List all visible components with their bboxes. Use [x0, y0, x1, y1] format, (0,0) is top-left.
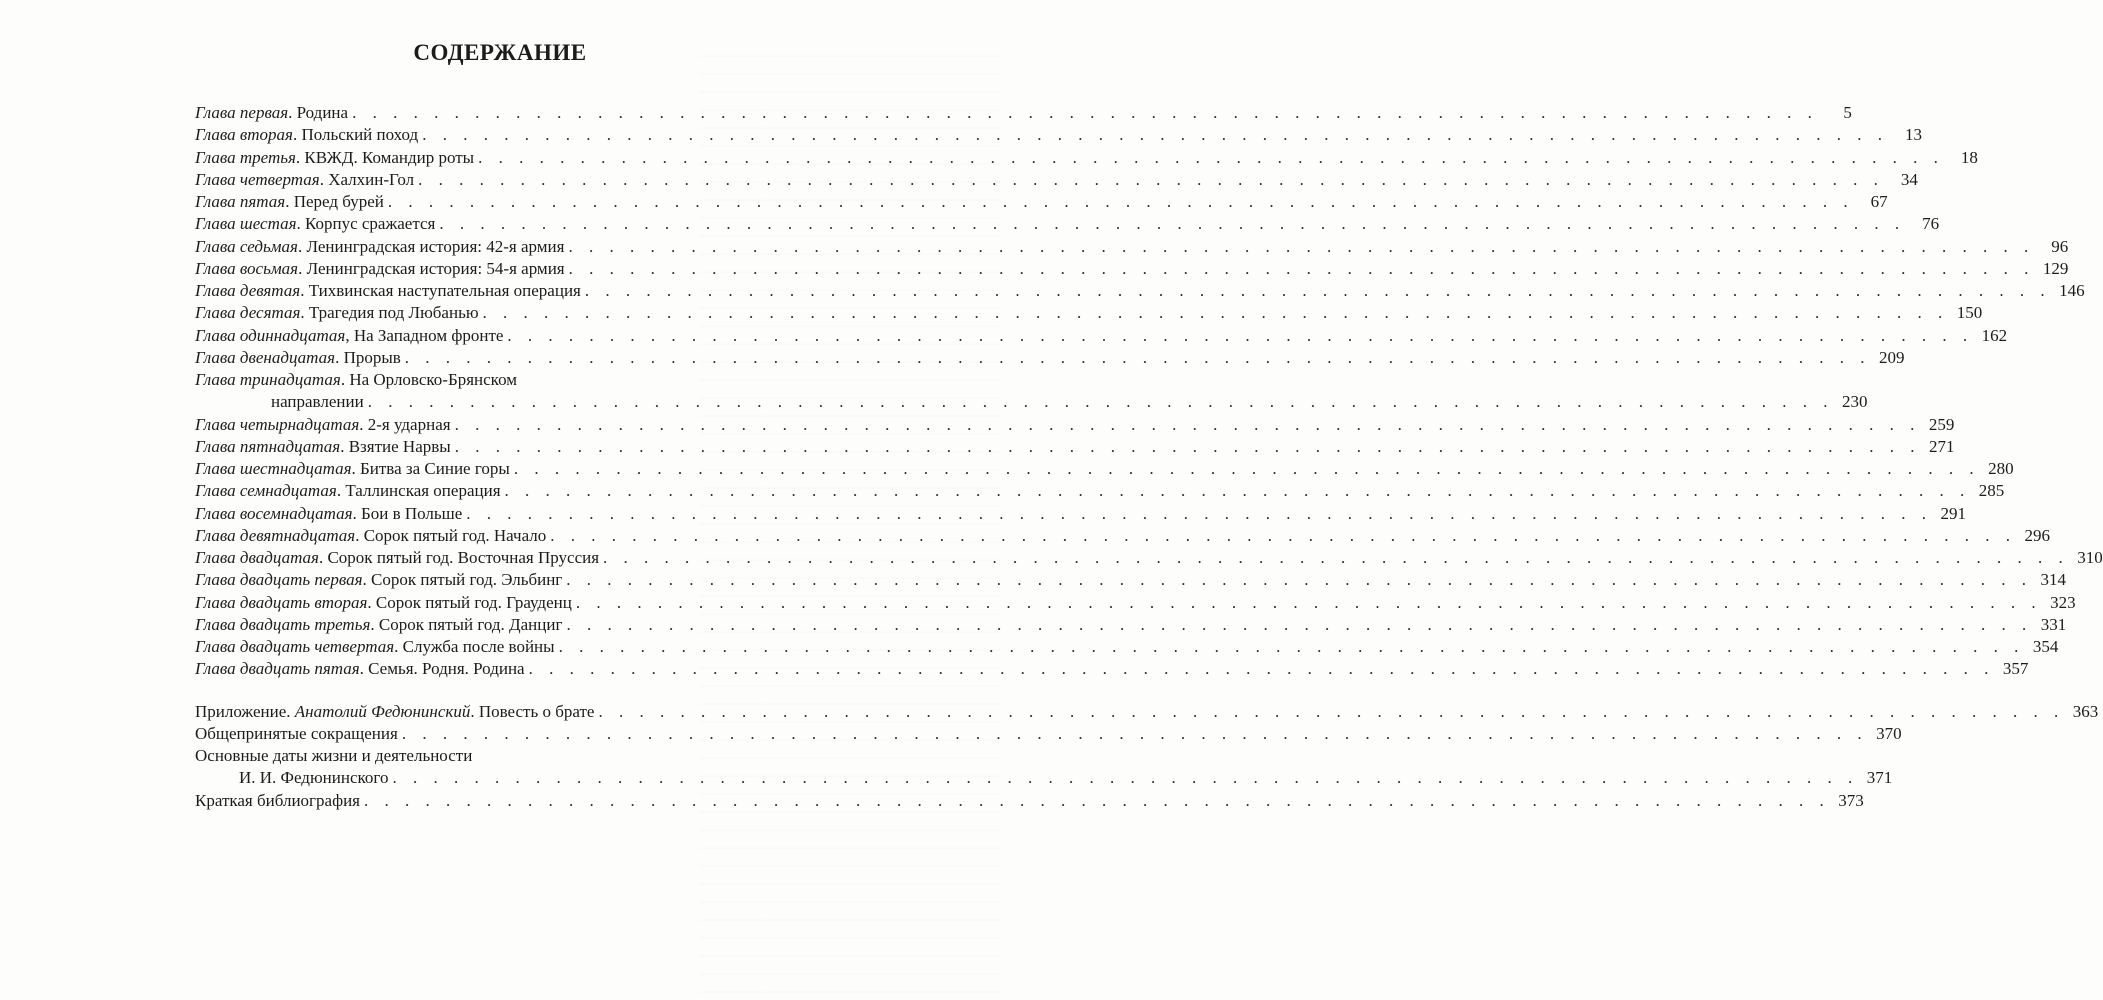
page-number: 209: [1879, 347, 1905, 367]
chapter-label: Глава тринадцатая: [195, 370, 341, 389]
leader-dots: [392, 767, 1858, 789]
leader-dots: [352, 102, 1818, 124]
leader-dots: [559, 636, 2025, 658]
page-number: 96: [2051, 236, 2069, 256]
toc-entry-chapter-16[interactable]: Глава шестнадцатая. Битва за Синие горы . . . 280: [195, 458, 777, 480]
leader-dots: [576, 592, 2042, 614]
chapter-label: Глава восьмая: [195, 258, 299, 278]
chapter-title: Бои в Польше: [360, 503, 463, 523]
chapter-label: Глава двадцать первая: [195, 570, 363, 590]
toc-entry-chapter-12[interactable]: Глава двенадцатая. Прорыв . . . 209: [195, 347, 777, 369]
chapter-title: Сорок пятый год. Грауденц: [375, 592, 572, 612]
page-number: 76: [1922, 214, 1940, 234]
chapter-label: Глава пятнадцатая: [195, 436, 341, 456]
chapter-title: Таллинская операция: [345, 481, 501, 501]
chapter-title: Родина: [296, 103, 349, 122]
page-number: 13: [1904, 125, 1922, 145]
page-number: 370: [1876, 723, 1902, 743]
chapter-label: Глава восемнадцатая: [195, 503, 353, 523]
leader-dots: [364, 790, 1830, 812]
leader-dots: [603, 547, 2069, 569]
toc-entry-chapter-10[interactable]: Глава десятая. Трагедия под Любанью . . . 150: [195, 302, 777, 324]
toc-entry-chapter-8[interactable]: Глава восьмая. Ленинградская история: 54-я армия . . . 129: [195, 258, 777, 280]
chapter-title: Польский поход: [301, 125, 419, 145]
leader-dots: [514, 458, 1980, 480]
abbreviations-title: Общепринятые сокращения: [195, 723, 398, 743]
toc-entry-chapter-9[interactable]: Глава девятая. Тихвинская наступательная операция . . . 146: [195, 280, 777, 302]
toc-entry-chapter-13[interactable]: Глава тринадцатая. На Орловско-Брянском направлении . . . 230: [195, 369, 777, 414]
toc-entry-chapter-23[interactable]: Глава двадцать третья. Сорок пятый год. Данциг . . . 331: [195, 614, 777, 636]
page-number: 162: [1981, 325, 2008, 345]
page-number: 354: [2032, 637, 2059, 656]
leader-dots: [402, 723, 1868, 745]
chapter-title-continuation: направлении: [271, 392, 364, 412]
appendix-title: Повесть о брате: [478, 701, 595, 721]
leader-dots: [455, 414, 1921, 436]
toc-entry-dates[interactable]: [195, 745, 1893, 790]
chapter-label: Глава одиннадцатая: [195, 325, 346, 345]
dates-title-continuation: И. И. Федюнинского: [239, 768, 389, 788]
chapter-title: Сорок пятый год. Восточная Пруссия: [327, 548, 600, 567]
leader-dots: [439, 213, 1905, 235]
chapter-label: Глава пятая: [195, 192, 286, 211]
chapter-label: Глава седьмая: [195, 236, 298, 256]
chapter-label: Глава двадцатая: [195, 548, 319, 567]
leader-dots: [505, 480, 1971, 502]
chapter-label: Глава первая: [195, 103, 289, 122]
page-number: 323: [2050, 592, 2076, 612]
chapter-title: Ленинградская история: 54-я армия: [306, 258, 565, 278]
toc-entry-chapter-11[interactable]: Глава одиннадцатая, На Западном фронте . . . 162: [195, 325, 777, 347]
toc-entry-abbreviations[interactable]: [195, 723, 1902, 745]
page-number: 271: [1928, 436, 1955, 456]
chapter-title: Корпус сражается: [305, 214, 436, 234]
toc-entry-chapter-24[interactable]: Глава двадцать четвертая. Служба после войны . . . 354: [195, 636, 777, 658]
leader-dots: [569, 258, 2035, 280]
chapter-title: Халхин-Гол: [328, 169, 415, 189]
chapter-title: КВЖД. Командир роты: [304, 147, 475, 167]
toc-entry-chapter-22[interactable]: Глава двадцать вторая. Сорок пятый год. Грауденц . . . 323: [195, 592, 777, 614]
toc-entry-chapter-14[interactable]: Глава четырнадцатая. 2-я ударная . . . 259: [195, 414, 777, 436]
toc-entry-chapter-4[interactable]: Глава четвертая. Халхин-Гол . . . 34: [195, 169, 777, 191]
page-number: 363: [2072, 701, 2099, 721]
chapter-label: Глава девятая: [195, 281, 301, 300]
page-number: 34: [1900, 169, 1918, 189]
chapter-label: Глава двенадцатая: [195, 347, 336, 367]
toc-entry-chapter-19[interactable]: Глава девятнадцатая. Сорок пятый год. Начало . . . 296: [195, 525, 777, 547]
bibliography-title: Краткая библиография: [195, 790, 360, 810]
chapter-title: Взятие Нарвы: [348, 436, 451, 456]
chapter-title: На Орловско-Брянском: [349, 370, 518, 389]
leader-dots: [422, 124, 1888, 146]
toc-entry-bibliography[interactable]: [195, 790, 1864, 812]
leader-dots: [483, 302, 1949, 324]
page-number: 331: [2040, 614, 2067, 634]
chapter-label: Глава семнадцатая: [195, 481, 337, 501]
toc-entry-chapter-17[interactable]: Глава семнадцатая. Таллинская операция . . . 285: [195, 480, 777, 502]
page-number: 280: [1988, 459, 2014, 478]
toc-entry-chapter-18[interactable]: Глава восемнадцатая. Бои в Польше . . . 291: [195, 503, 777, 525]
page-number: 67: [1870, 192, 1888, 211]
chapter-title: Перед бурей: [293, 192, 384, 211]
page-number: 5: [1843, 103, 1852, 122]
chapter-label: Глава третья: [195, 147, 296, 167]
chapter-label: Глава девятнадцатая: [195, 525, 356, 545]
chapter-title: Служба после войны: [402, 637, 555, 656]
toc-entry-chapter-15[interactable]: Глава пятнадцатая. Взятие Нарвы . . . 271: [195, 436, 777, 458]
page-number: 18: [1960, 147, 1978, 167]
page-number: 146: [2059, 281, 2085, 300]
page-number: 150: [1956, 303, 1983, 323]
chapter-title: 2-я ударная: [367, 414, 451, 434]
chapter-title: Сорок пятый год. Данциг: [378, 614, 563, 634]
leader-dots: [568, 236, 2034, 258]
leader-dots: [466, 503, 1932, 525]
toc-entry-chapter-2[interactable]: Глава вторая. Польский поход . . . 13: [195, 124, 777, 146]
leader-dots: [405, 347, 1871, 369]
chapter-title: Семья. Родня. Родина: [368, 659, 525, 679]
chapter-label: Глава двадцать пятая: [195, 659, 360, 679]
chapter-title: Ленинградская история: 42-я армия: [306, 236, 565, 256]
chapter-title: Битва за Синие горы: [360, 459, 510, 478]
page-number: 314: [2040, 570, 2067, 590]
chapter-label: Глава четвертая: [195, 169, 320, 189]
toc-entry-chapter-25[interactable]: Глава двадцать пятая. Семья. Родня. Родина . . . 357: [195, 658, 777, 680]
chapter-label: Глава шестая: [195, 214, 297, 234]
chapter-label: Глава десятая: [195, 303, 301, 323]
chapter-label: Глава четырнадцатая: [195, 414, 360, 434]
page-number: 285: [1978, 481, 2005, 501]
toc-entry-chapter-21[interactable]: Глава двадцать первая. Сорок пятый год. Эльбинг . . . 314: [195, 569, 777, 591]
table-of-contents: [195, 102, 2103, 812]
page-number: 259: [1928, 414, 1955, 434]
toc-entry-chapter-5[interactable]: Глава пятая. Перед бурей . . . 67: [195, 191, 777, 213]
leader-dots: [550, 525, 2016, 547]
toc-entry-chapter-6[interactable]: Глава шестая. Корпус сражается . . . 76: [195, 213, 777, 235]
leader-dots: [566, 614, 2032, 636]
page-number: 129: [2042, 258, 2069, 278]
appendix-prefix: Приложение.: [195, 701, 291, 721]
appendix-author: Анатолий Федюнинский: [294, 701, 471, 721]
leader-dots: [368, 391, 1834, 413]
chapter-title: Тихвинская наступательная операция: [308, 281, 581, 300]
dates-title: Основные даты жизни и деятельности: [195, 746, 473, 765]
chapter-label: Глава двадцать вторая: [195, 592, 368, 612]
chapter-title: Трагедия под Любанью: [308, 303, 479, 323]
section-gap: [195, 681, 777, 701]
leader-dots: [455, 436, 1921, 458]
leader-dots: [418, 169, 1884, 191]
leader-dots: [529, 658, 1995, 680]
page-number: 310: [2077, 548, 2103, 567]
page-number: 296: [2024, 525, 2051, 545]
toc-entry-appendix[interactable]: Приложение. Анатолий Федюнинский. Повесть о брате . . . 363: [195, 701, 777, 723]
chapter-title: На Западном фронте: [353, 325, 504, 345]
chapter-title: Прорыв: [343, 347, 401, 367]
leader-dots: [507, 325, 1973, 347]
page-number: 373: [1838, 790, 1864, 810]
chapter-label: Глава шестнадцатая: [195, 459, 352, 478]
toc-entry-chapter-7[interactable]: Глава седьмая. Ленинградская история: 42-я армия . . . 96: [195, 236, 777, 258]
leader-dots: [478, 147, 1944, 169]
leader-dots: [566, 569, 2032, 591]
chapter-label: Глава двадцать третья: [195, 614, 371, 634]
leader-dots: [388, 191, 1854, 213]
toc-entry-chapter-20[interactable]: Глава двадцатая. Сорок пятый год. Восточная Пруссия . . . 310: [195, 547, 777, 569]
toc-entry-chapter-1[interactable]: Глава первая. Родина . . . 5: [195, 102, 777, 124]
leader-dots: [598, 701, 2064, 723]
page-number: 291: [1940, 503, 1967, 523]
page-number: 371: [1866, 768, 1893, 788]
page-number: 357: [2002, 659, 2029, 679]
toc-entry-chapter-3[interactable]: Глава третья. КВЖД. Командир роты . . . 18: [195, 147, 777, 169]
chapter-label: Глава двадцать четвертая: [195, 637, 395, 656]
page-title: СОДЕРЖАНИЕ: [413, 40, 587, 65]
chapter-label: Глава вторая: [195, 125, 293, 145]
chapter-title: Сорок пятый год. Эльбинг: [371, 570, 563, 590]
leader-dots: [585, 280, 2051, 302]
page-number: 230: [1841, 392, 1868, 412]
chapter-title: Сорок пятый год. Начало: [363, 525, 547, 545]
